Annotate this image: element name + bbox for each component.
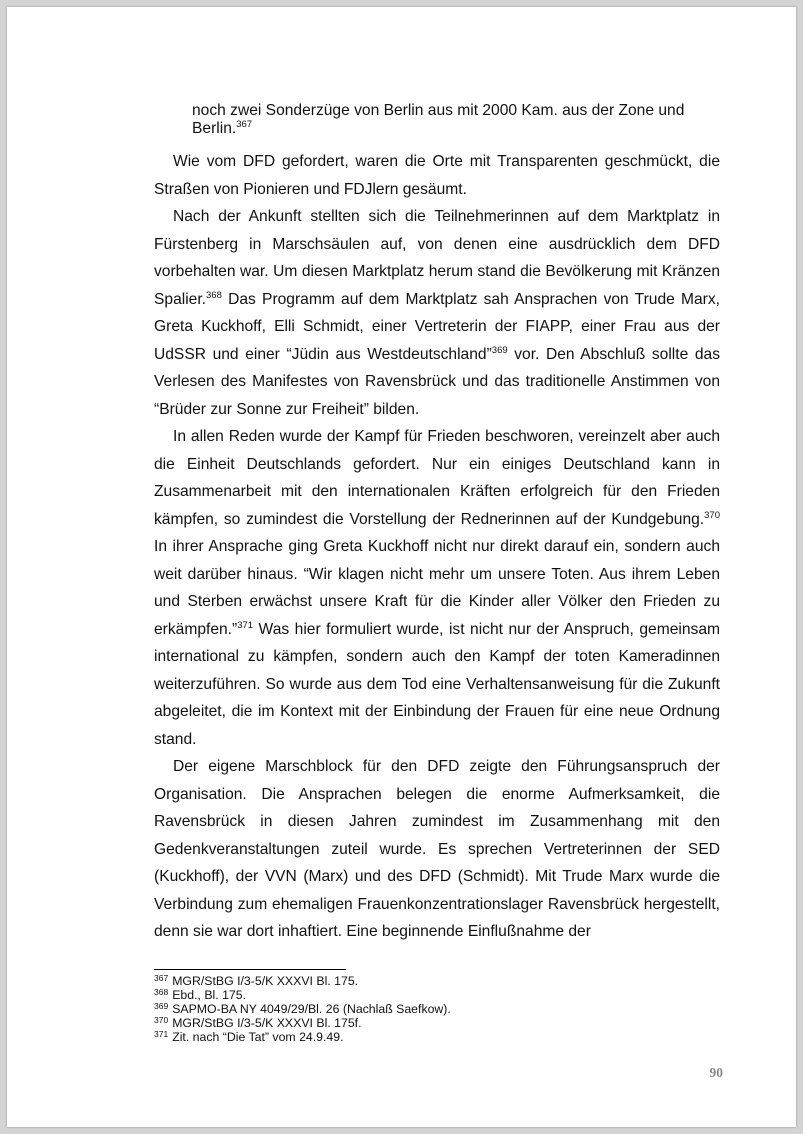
footnote-text: Ebd., Bl. 175.	[172, 988, 247, 1002]
paragraph-2	[154, 203, 720, 423]
footnote	[154, 974, 720, 988]
paragraph-4	[154, 753, 720, 946]
paragraph-text: Wie vom DFD gefordert, waren die Orte mit Transparenten geschmückt, die Straßen von Pionieren und FDJlern gesäumt.	[154, 153, 720, 198]
footnote-text: MGR/StBG I/3-5/K XXXVI Bl. 175f.	[172, 1016, 362, 1030]
footnote-text: MGR/StBG I/3-5/K XXXVI Bl. 175.	[172, 974, 359, 988]
paragraph-text: In ihrer Ansprache ging Greta Kuckhoff nicht nur direkt darauf ein, sondern auch weit darüber hinaus. “Wir klagen nicht mehr um unsere Toten. Aus ihrem Leben und Sterben erwächst unsere Kraft für die Kinder aller Völker den Frieden zu erkämpfen.”	[154, 538, 720, 638]
footnote-ref: 369	[491, 344, 508, 356]
document-page	[7, 7, 796, 1127]
footnote-text: SAPMO-BA NY 4049/29/Bl. 26 (Nachlaß Saefkow).	[172, 1002, 451, 1016]
footnote	[154, 1016, 720, 1030]
paragraph-text: Nach der Ankunft stellten sich die Teilnehmerinnen auf dem Marktplatz in Fürstenberg in Marschsäulen auf, von denen eine ausdrücklich dem DFD vorbehalten war. Um diesen Marktplatz herum stand die Bevölkerung mit Kränzen Spalier.	[154, 208, 720, 308]
paragraph-3	[154, 423, 720, 753]
footnote-number: 371	[154, 1029, 169, 1039]
paragraph-text: vor. Den Abschluß sollte das Verlesen des Manifestes von Ravensbrück und das traditionelle Anstimmen von “Brüder zur Sonne zur Freiheit” bilden.	[154, 345, 721, 418]
block-quote	[192, 102, 690, 148]
footnote-separator	[154, 969, 346, 970]
footnote	[154, 988, 720, 1002]
footnote-ref: 367	[236, 119, 253, 130]
paragraph-text: Der eigene Marschblock für den DFD zeigte den Führungsanspruch der Organisation. Die Ansprachen belegen die enorme Aufmerksamkeit, die Ravensbrück in diesen Jahren zumindest im Zusammenhang mit den Gedenkveranstaltungen zuteil wurde. Es sprechen Vertreterinnen der SED (Kuckhoff), der VVN (Marx) und des DFD (Schmidt). Mit Trude Marx wurde die Verbindung zum ehemaligen Frauenkonzentrationslager Ravensbrück hergestellt, denn sie war dort inhaftiert. Eine beginnende Einflußnahme der	[154, 758, 720, 940]
footnote-ref: 370	[704, 509, 720, 521]
footnote-number: 370	[154, 1015, 169, 1025]
paragraph-text: Das Programm auf dem Marktplatz sah Ansprachen von Trude Marx, Greta Kuckhoff, Elli Schmidt, einer Vertreterin der FIAPP, einer Frau aus der UdSSR und einer “Jüdin aus Westdeutschland”	[154, 290, 720, 363]
footnote-number: 367	[154, 973, 169, 983]
footnotes	[154, 974, 720, 1044]
page-number: 90	[709, 1065, 723, 1080]
footnote-text: Zit. nach “Die Tat” vom 24.9.49.	[172, 1030, 344, 1044]
quote-text: noch zwei Sonderzüge von Berlin aus mit 2000 Kam. aus der Zone und Berlin.	[192, 102, 685, 137]
paragraph-1	[154, 148, 720, 203]
footnote-number: 368	[154, 987, 169, 997]
paragraph-text: In allen Reden wurde der Kampf für Frieden beschworen, vereinzelt aber auch die Einheit Deutschlands gefordert. Nur ein einiges Deutschland kann in Zusammenarbeit mit den internationalen Kräften erfolgreich für den Frieden kämpfen, so zumindest die Vorstellung der Rednerinnen auf der Kundgebung.	[154, 428, 720, 528]
footnote-ref: 371	[237, 619, 254, 631]
footnote	[154, 1030, 720, 1044]
paragraph-text: Was hier formuliert wurde, ist nicht nur der Anspruch, gemeinsam international zu kämpfen, sondern auch den Kampf der toten Kameradinnen weiterzuführen. So wurde aus dem Tod eine Verhaltensanweisung für die Zukunft abgeleitet, die im Kontext mit der Einbindung der Frauen für eine neue Ordnung stand.	[154, 620, 720, 748]
footnote-number: 369	[154, 1001, 169, 1011]
body-text	[154, 102, 720, 946]
footnote	[154, 1002, 720, 1016]
footnote-ref: 368	[206, 289, 222, 301]
